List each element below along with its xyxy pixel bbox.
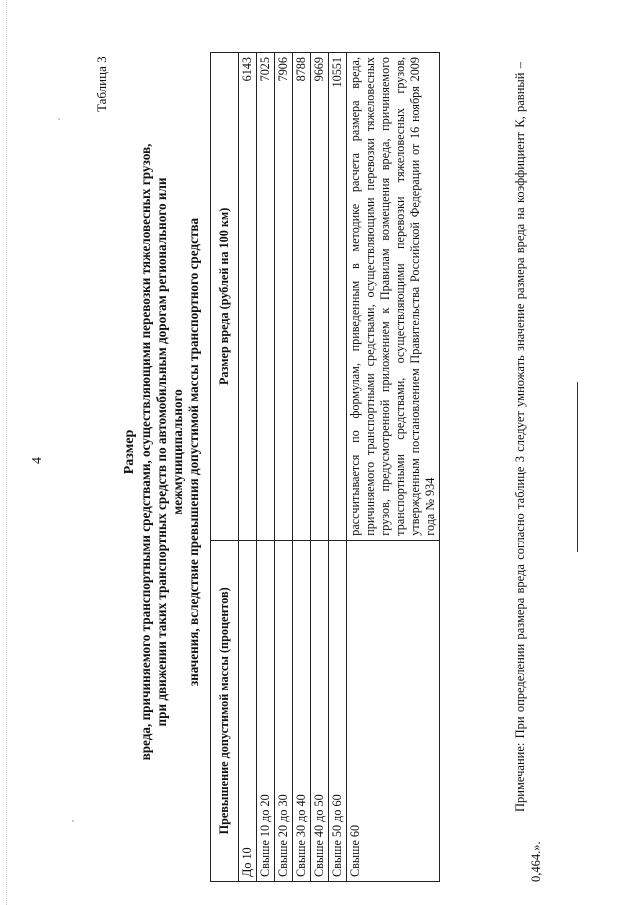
table-header-row [211, 53, 239, 882]
formula-description-cell: рассчитывается по формулам, приведенным в методике расчета размера вреда, причиняемого транспортными средствами, осуществляющими перевозки тяжеловесных грузов, предусмотренной приложением к Правилам возмещения вреда, причиняемого транспортными средствами, осуществляющими перевозки тяжеловесных грузов, утвержденным постановлением Правительства Российской Федерации от 16 ноября 2009 года № 934 [347, 53, 440, 541]
column-header: Размер вреда (рублей на 100 км) [211, 53, 239, 541]
range-cell: Свыше 30 до 40 [293, 540, 311, 881]
value-cell: 7025 [257, 53, 275, 541]
heading-line: вреда, причиняемого транспортными средствами, осуществляющими перевозки тяжеловесных грузов, [138, 143, 153, 761]
table-label: Таблица 3 [94, 56, 109, 112]
heading-title: Размер [122, 429, 137, 475]
column-header: Превышение допустимой массы (процентов) [211, 540, 239, 881]
table-row [293, 53, 311, 882]
value-cell: 6143 [239, 53, 257, 541]
table-row [275, 53, 293, 882]
table-note: Примечание: При определении размера вреда согласно таблице 3 следует умножать значение размера вреда на коэффициент К, равный – 0,464.». [513, 62, 543, 882]
table-row [347, 53, 440, 882]
range-cell: Свыше 60 [347, 540, 440, 881]
table-heading [122, 132, 202, 772]
table-row [311, 53, 329, 882]
heading-line: значения, вследствие превышения допустимой массы транспортного средства [186, 217, 201, 687]
value-cell: 10551 [329, 53, 347, 541]
range-cell: До 10 [239, 540, 257, 881]
value-cell: 9669 [311, 53, 329, 541]
range-cell: Свыше 10 до 20 [257, 540, 275, 881]
value-cell: 8788 [293, 53, 311, 541]
rotated-page [12, 12, 622, 892]
range-cell: Свыше 40 до 50 [311, 540, 329, 881]
closing-rule [577, 382, 578, 552]
table-row [239, 53, 257, 882]
range-cell: Свыше 50 до 60 [329, 540, 347, 881]
heading-line: при движении таких транспортных средств по автомобильным дорогам регионального или межмуниципального [154, 177, 185, 727]
table-row [329, 53, 347, 882]
range-cell: Свыше 20 до 30 [275, 540, 293, 881]
damage-table [210, 52, 440, 882]
table-row [257, 53, 275, 882]
value-cell: 7906 [275, 53, 293, 541]
page-number: 4 [30, 457, 45, 464]
scan-edge [6, 0, 8, 905]
